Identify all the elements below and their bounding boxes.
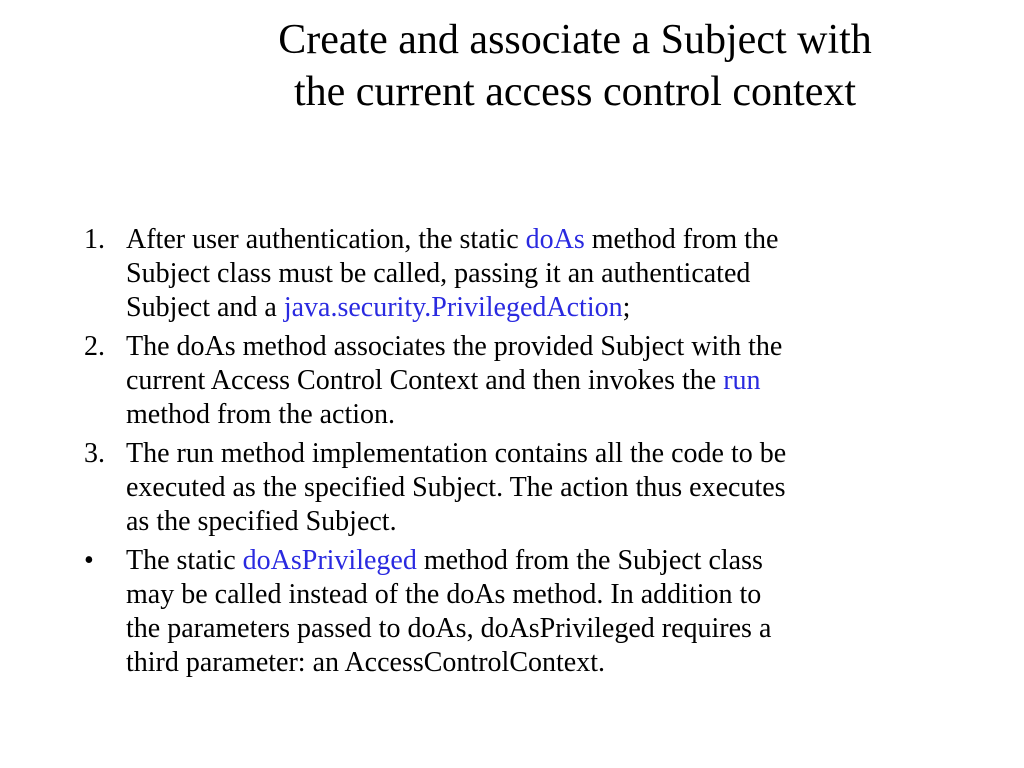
list-number: 3.: [84, 438, 105, 469]
item-text: current Access Control Context and then invokes the: [126, 365, 724, 396]
item-4-line-1: [126, 544, 954, 578]
content-list: [84, 223, 954, 685]
item-2-line-2: [126, 364, 954, 398]
item-text: method from the Subject class: [416, 545, 763, 576]
item-text: The static: [126, 545, 243, 576]
list-number: 1.: [84, 224, 105, 255]
item-2-line-1: The doAs method associates the provided Subject with the: [126, 331, 783, 362]
item-3-line-2: executed as the specified Subject. The action thus executes: [126, 472, 786, 503]
list-item-2: [84, 330, 954, 432]
list-item-1: [84, 223, 954, 325]
item-3-line-3: as the specified Subject.: [126, 506, 397, 537]
item-4-line-2: may be called instead of the doAs method. In addition to: [126, 579, 762, 610]
list-item-3: [84, 437, 954, 539]
item-1-line-1: [126, 223, 954, 257]
item-1-line-2: Subject class must be called, passing it an authenticated: [126, 258, 751, 289]
item-text: After user authentication, the static: [126, 224, 526, 255]
code-term-privilegedaction: java.security.PrivilegedAction: [283, 292, 623, 323]
list-item-bullet: [84, 544, 954, 680]
title-line-1: Create and associate a Subject with: [278, 17, 872, 63]
item-1-line-3: [126, 291, 954, 325]
title-line-2: the current access control context: [293, 69, 857, 115]
item-3-line-1: The run method implementation contains all the code to be: [126, 438, 787, 469]
list-number: 2.: [84, 331, 105, 362]
item-4-line-4: third parameter: an AccessControlContext.: [126, 647, 605, 678]
code-term-doas: doAs: [525, 224, 585, 255]
slide-title: [170, 14, 980, 118]
item-4-line-3: the parameters passed to doAs, doAsPrivileged requires a: [126, 613, 772, 644]
code-term-run: run: [723, 365, 761, 396]
bullet-icon: •: [84, 545, 94, 576]
item-text: ;: [622, 292, 631, 323]
item-text: Subject and a: [126, 292, 284, 323]
item-2-line-3: method from the action.: [126, 399, 396, 430]
item-text: method from the: [584, 224, 779, 255]
code-term-doasprivileged: doAsPrivileged: [242, 545, 417, 576]
